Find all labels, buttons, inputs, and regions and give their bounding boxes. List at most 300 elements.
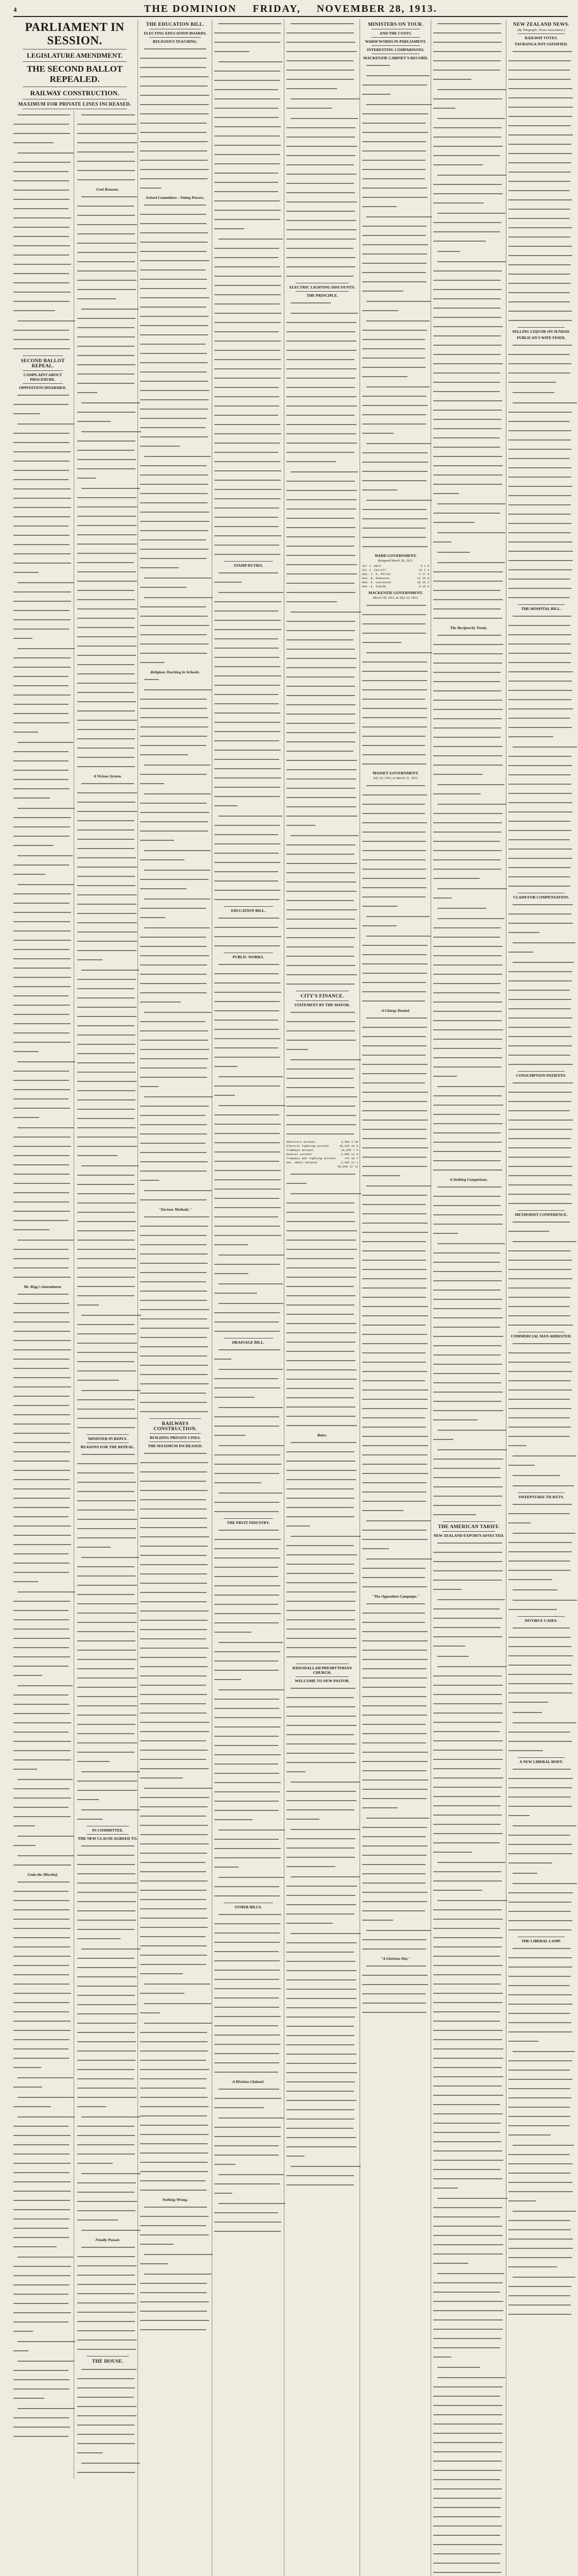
- text-line: [140, 964, 207, 966]
- text-line: [286, 1087, 354, 1089]
- text-line: [291, 98, 360, 100]
- text-line: [214, 1923, 280, 1925]
- text-line: [77, 710, 135, 712]
- text-line: [508, 1278, 572, 1280]
- text-line: [362, 405, 428, 406]
- text-line: [214, 200, 280, 202]
- text-line: [77, 1631, 135, 1633]
- text-line: [77, 124, 137, 125]
- text-line: [291, 1193, 361, 1195]
- text-line: [77, 839, 134, 840]
- text-line: [433, 1477, 501, 1479]
- text-line: [13, 507, 71, 509]
- text-line: [508, 1787, 572, 1789]
- text-line: [433, 2338, 501, 2340]
- text-line: [366, 652, 432, 654]
- text-line: [77, 1575, 135, 1577]
- text-line: [140, 831, 208, 832]
- headline-mackenzie-government: MACKENZIE GOVERNMENT.: [368, 590, 423, 595]
- text-line: [513, 1873, 537, 1874]
- text-line: [433, 869, 501, 870]
- text-line: [214, 2098, 281, 2099]
- text-line: [508, 1835, 570, 1836]
- text-line: [291, 612, 361, 613]
- text-line: [77, 2192, 134, 2193]
- text-line: [13, 1089, 70, 1091]
- text-line: [214, 1960, 280, 1962]
- text-line: [218, 1076, 283, 1078]
- text-block: [214, 20, 282, 560]
- text-line: [140, 1880, 208, 1882]
- text-line: [362, 489, 397, 491]
- text-line: [140, 1918, 208, 1919]
- text-line: [18, 884, 74, 886]
- text-line: [13, 2135, 71, 2137]
- text-line: [508, 2173, 571, 2174]
- text-line: [140, 1546, 208, 1547]
- text-line: [214, 396, 279, 398]
- text-line: [77, 2378, 134, 2380]
- text-line: [214, 694, 278, 696]
- text-line: [140, 736, 207, 737]
- text-line: [433, 974, 502, 975]
- text-line: [140, 1973, 183, 1975]
- text-line: [286, 378, 355, 379]
- text-line: [362, 1901, 427, 1903]
- text-line: [362, 1250, 426, 1252]
- text-line: [13, 713, 69, 715]
- text-line: [13, 986, 71, 988]
- text-line: [77, 2106, 106, 2108]
- text-line: [77, 748, 134, 749]
- text-line: [13, 2218, 70, 2220]
- text-line: [508, 1976, 571, 1977]
- text-line: [508, 2239, 573, 2240]
- text-line: [286, 1610, 355, 1612]
- text-line: [362, 754, 426, 756]
- text-line: [214, 313, 281, 314]
- text-line: [437, 908, 486, 909]
- text-line: [362, 1864, 426, 1866]
- headline-reasons: REASONS FOR THE REPEAL.: [80, 1445, 135, 1449]
- text-line: [433, 2470, 502, 2471]
- text-line: [291, 471, 358, 473]
- text-line: [140, 708, 207, 709]
- text-line: [13, 2002, 70, 2004]
- text-line: [362, 1677, 427, 1679]
- text-line: [286, 127, 355, 129]
- text-line: [362, 1631, 428, 1633]
- text-line: [214, 666, 280, 668]
- text-line: [433, 1890, 482, 1891]
- text-line: [77, 2126, 134, 2127]
- text-line: [508, 449, 571, 450]
- text-line: [81, 1390, 141, 1392]
- text-line: [286, 601, 337, 603]
- text-line: [77, 2387, 135, 2389]
- text-line: [77, 571, 136, 573]
- text-line: [362, 1287, 427, 1289]
- headline-statement: STATEMENT BY THE MAYOR.: [294, 1003, 350, 1007]
- text-line: [140, 436, 208, 438]
- text-line: [13, 1303, 69, 1304]
- text-line: [214, 2183, 280, 2185]
- text-line: [286, 276, 353, 277]
- text-line: [433, 2169, 501, 2171]
- text-line: [77, 2406, 137, 2408]
- text-line: [286, 1040, 356, 1041]
- text-line: [214, 1454, 280, 1456]
- text-line: [433, 184, 502, 185]
- text-line: [286, 1743, 356, 1745]
- text-line: [214, 470, 281, 472]
- text-line: [508, 1655, 573, 1657]
- text-line: [77, 421, 111, 422]
- text-line: [286, 751, 353, 752]
- text-line: [362, 878, 426, 879]
- text-line: [508, 802, 572, 804]
- text-line: [13, 1919, 70, 1920]
- text-line: [286, 2137, 356, 2139]
- text-line: [433, 2011, 500, 2013]
- text-line: [140, 297, 209, 299]
- text-line: [144, 899, 210, 900]
- text-line: [433, 1694, 502, 1696]
- text-line: [433, 1076, 457, 1077]
- text-line: [140, 1611, 209, 1612]
- text-line: [144, 205, 206, 206]
- text-line: [362, 1827, 427, 1828]
- text-line: [77, 829, 134, 831]
- text-line: [13, 2228, 69, 2229]
- text-line: [362, 1650, 427, 1651]
- text-line: [77, 1109, 135, 1110]
- text-line: [508, 1957, 572, 1959]
- text-line: [140, 1346, 208, 1348]
- text-line: [140, 1133, 207, 1135]
- text-line: [433, 400, 502, 402]
- text-line: [77, 2154, 135, 2155]
- text-line: [140, 381, 208, 382]
- issue-day: FRIDAY,: [252, 3, 301, 14]
- text-line: [13, 1974, 69, 1976]
- text-line: [508, 980, 572, 982]
- text-line: [13, 1098, 69, 1100]
- text-line: [140, 2041, 208, 2043]
- text-line: [144, 1453, 207, 1454]
- text-line: [433, 644, 503, 646]
- text-line: [362, 1724, 426, 1725]
- headline-railways: RAILWAYS CONSTRUCTION.: [154, 1421, 197, 1432]
- text-line: [513, 1343, 571, 1345]
- text-line: [508, 1184, 572, 1186]
- text-line: [433, 1419, 478, 1421]
- text-line: [13, 488, 71, 490]
- text-line: [433, 2442, 503, 2444]
- text-line: [433, 419, 501, 420]
- text-line: [508, 523, 571, 524]
- text-line: [77, 2050, 136, 2052]
- text-line: [508, 1110, 570, 1112]
- text-line: [77, 1986, 137, 1987]
- text-line: [433, 1768, 501, 1770]
- text-line: [218, 23, 281, 25]
- text-line: [77, 1864, 135, 1866]
- text-line: [140, 512, 209, 513]
- text-line: [214, 1397, 254, 1398]
- text-line: [77, 1705, 137, 1707]
- text-line: [77, 646, 137, 647]
- text-line: [433, 289, 502, 291]
- text-line: [13, 2106, 51, 2108]
- text-line: [362, 1539, 428, 1540]
- text-line: [433, 474, 502, 476]
- text-line: [286, 2026, 354, 2027]
- text-line: [214, 992, 281, 993]
- text-line: [214, 303, 280, 305]
- text-line: [77, 904, 137, 905]
- column-nz-news: [508, 20, 575, 2576]
- text-line: [362, 1223, 428, 1224]
- text-line: [508, 1231, 549, 1232]
- text-line: [140, 1685, 206, 1686]
- text-line: [291, 1442, 356, 1444]
- text-line: [362, 423, 426, 425]
- text-line: [508, 1844, 572, 1845]
- text-line: [214, 80, 280, 81]
- text-line: [366, 1818, 429, 1819]
- text-line: [433, 1020, 502, 1022]
- text-line: [214, 1886, 279, 1888]
- text-line: [362, 1436, 428, 1437]
- text-line: [362, 253, 427, 255]
- text-line: [214, 1895, 280, 1897]
- text-line: [362, 1027, 427, 1028]
- text-line: [286, 1267, 356, 1269]
- text-block: [508, 1624, 574, 1756]
- text-line: [77, 1742, 137, 1744]
- text-line: [362, 281, 427, 283]
- text-line: [433, 946, 502, 947]
- text-line: [13, 2163, 71, 2164]
- text-line: [214, 1585, 280, 1587]
- text-line: [508, 1732, 570, 1733]
- text-line: [362, 1334, 427, 1335]
- text-line: [286, 183, 354, 184]
- text-line: [433, 2104, 500, 2106]
- headline-legislature: LEGISLATURE AMENDMENT.: [27, 52, 123, 59]
- text-line: [13, 2144, 69, 2146]
- text-line: [433, 1570, 503, 1572]
- text-line: [140, 1573, 207, 1575]
- text-line: [362, 206, 397, 208]
- text-line: [433, 1946, 502, 1948]
- text-line: [433, 428, 501, 430]
- text-line: [77, 450, 134, 451]
- text-line: [362, 546, 428, 548]
- text-line: [286, 1183, 307, 1184]
- text-line: [362, 1910, 425, 1912]
- text-line: [77, 383, 134, 384]
- text-line: [437, 1187, 502, 1188]
- text-line: [140, 1592, 207, 1594]
- text-line: [77, 1920, 136, 1921]
- text-line: [513, 402, 577, 404]
- text-line: [508, 1008, 571, 1010]
- text-line: [433, 1740, 503, 1742]
- text-line: [508, 532, 571, 534]
- text-line: [286, 732, 356, 734]
- text-line: [77, 950, 137, 952]
- text-line: [81, 970, 139, 971]
- text-line: [362, 1147, 428, 1149]
- text-line: [140, 1797, 209, 1799]
- text-line: [508, 1175, 572, 1177]
- text-line: [286, 1124, 356, 1126]
- text-line: [214, 648, 279, 649]
- text-line: [214, 322, 281, 324]
- text-line: [508, 1920, 572, 1922]
- text-line: [286, 649, 355, 650]
- text-line: [362, 1492, 427, 1493]
- text-block: [508, 1500, 574, 1615]
- text-line: [286, 1360, 355, 1362]
- text-line: [77, 683, 137, 684]
- text-line: [13, 1080, 69, 1081]
- text-line: [433, 2498, 501, 2499]
- text-line: [140, 2244, 174, 2245]
- text-line: [140, 908, 206, 909]
- finance-row-1: Electric lighting account 26,345 10 5: [286, 1144, 358, 1148]
- text-line: [362, 1306, 428, 1308]
- ward-resigned: Resigned March 28, 1912.: [378, 559, 414, 563]
- text-line: [362, 1482, 427, 1484]
- text-line: [286, 1706, 355, 1708]
- text-line: [140, 465, 207, 467]
- text-block: [140, 201, 210, 668]
- text-line: [286, 32, 354, 34]
- text-line: [214, 2035, 280, 2036]
- text-line: [13, 1051, 39, 1053]
- text-line: [286, 2128, 353, 2129]
- text-line: [433, 1354, 501, 1356]
- text-line: [140, 974, 207, 975]
- text-line: [140, 1471, 207, 1473]
- text-line: [13, 1349, 71, 1351]
- text-line: [214, 1435, 246, 1436]
- text-line: [286, 1857, 355, 1858]
- text-line: [362, 633, 426, 634]
- text-line: [286, 891, 356, 892]
- text-line: [77, 1995, 135, 1996]
- text-line: [77, 2452, 103, 2454]
- text-line: [13, 1865, 71, 1866]
- text-line: [433, 137, 501, 138]
- text-line: [218, 1349, 280, 1351]
- text-line: [77, 327, 134, 329]
- text-line: [286, 854, 354, 855]
- text-line: [433, 2226, 502, 2227]
- text-line: [144, 2207, 207, 2208]
- text-line: [433, 653, 503, 655]
- text-line: [77, 636, 137, 638]
- headline-methodist: METHODIST CONFERENCE.: [515, 1212, 568, 1217]
- text-line: [508, 653, 571, 654]
- text-line: [77, 757, 134, 758]
- text-line: [218, 1642, 283, 1643]
- text-line: [13, 544, 70, 546]
- headline-parliament: PARLIAMENT IN SESSION.: [25, 21, 125, 47]
- text-line: [140, 983, 207, 985]
- text-line: [140, 859, 184, 861]
- text-line: [433, 992, 500, 994]
- text-line: [362, 1166, 427, 1167]
- text-line: [214, 387, 279, 388]
- text-line: [286, 863, 357, 865]
- text-line: [433, 1373, 500, 1375]
- text-line: [362, 850, 426, 852]
- text-line: [286, 79, 354, 80]
- text-line: [286, 1406, 355, 1408]
- text-line: [286, 788, 355, 789]
- text-line: [433, 1459, 503, 1460]
- text-line: [362, 197, 428, 198]
- text-line: [508, 756, 571, 757]
- text-line: [286, 1133, 354, 1135]
- text-line: [13, 339, 70, 341]
- text-line: [362, 471, 428, 472]
- text-line: [508, 292, 570, 294]
- text-line: [433, 1151, 501, 1153]
- text-line: [81, 1454, 135, 1455]
- text-line: [433, 317, 501, 318]
- text-line: [508, 1646, 571, 1648]
- text-line: [362, 1001, 425, 1002]
- text-line: [437, 1656, 469, 1657]
- headline-other: OTHER BILLS.: [234, 1905, 262, 1909]
- text-line: [81, 1948, 141, 1950]
- text-line: [77, 280, 137, 281]
- text-line: [218, 1445, 284, 1447]
- text-line: [214, 2212, 278, 2214]
- text-line: [214, 219, 280, 221]
- text-line: [286, 816, 357, 817]
- text-line: [77, 233, 135, 235]
- text-line: [433, 335, 501, 337]
- text-block: [77, 2365, 138, 2478]
- text-line: [508, 2200, 536, 2202]
- text-line: [140, 1355, 207, 1357]
- text-line: [140, 1777, 183, 1779]
- text-line: [362, 1092, 428, 1093]
- text-line: [286, 1314, 354, 1315]
- text-line: [214, 350, 280, 351]
- text-line: [77, 941, 137, 942]
- text-line: [214, 1321, 279, 1323]
- text-line: [366, 386, 430, 388]
- text-line: [77, 2397, 134, 2398]
- text-line: [13, 2417, 69, 2419]
- text-line: [508, 1147, 571, 1149]
- text-line: [140, 334, 208, 336]
- text-line: [433, 663, 502, 664]
- text-line: [77, 1790, 137, 1791]
- text-line: [433, 1627, 501, 1629]
- text-line: [214, 1331, 280, 1332]
- text-line: [140, 1638, 206, 1640]
- text-line: [508, 2125, 570, 2127]
- text-line: [140, 371, 207, 373]
